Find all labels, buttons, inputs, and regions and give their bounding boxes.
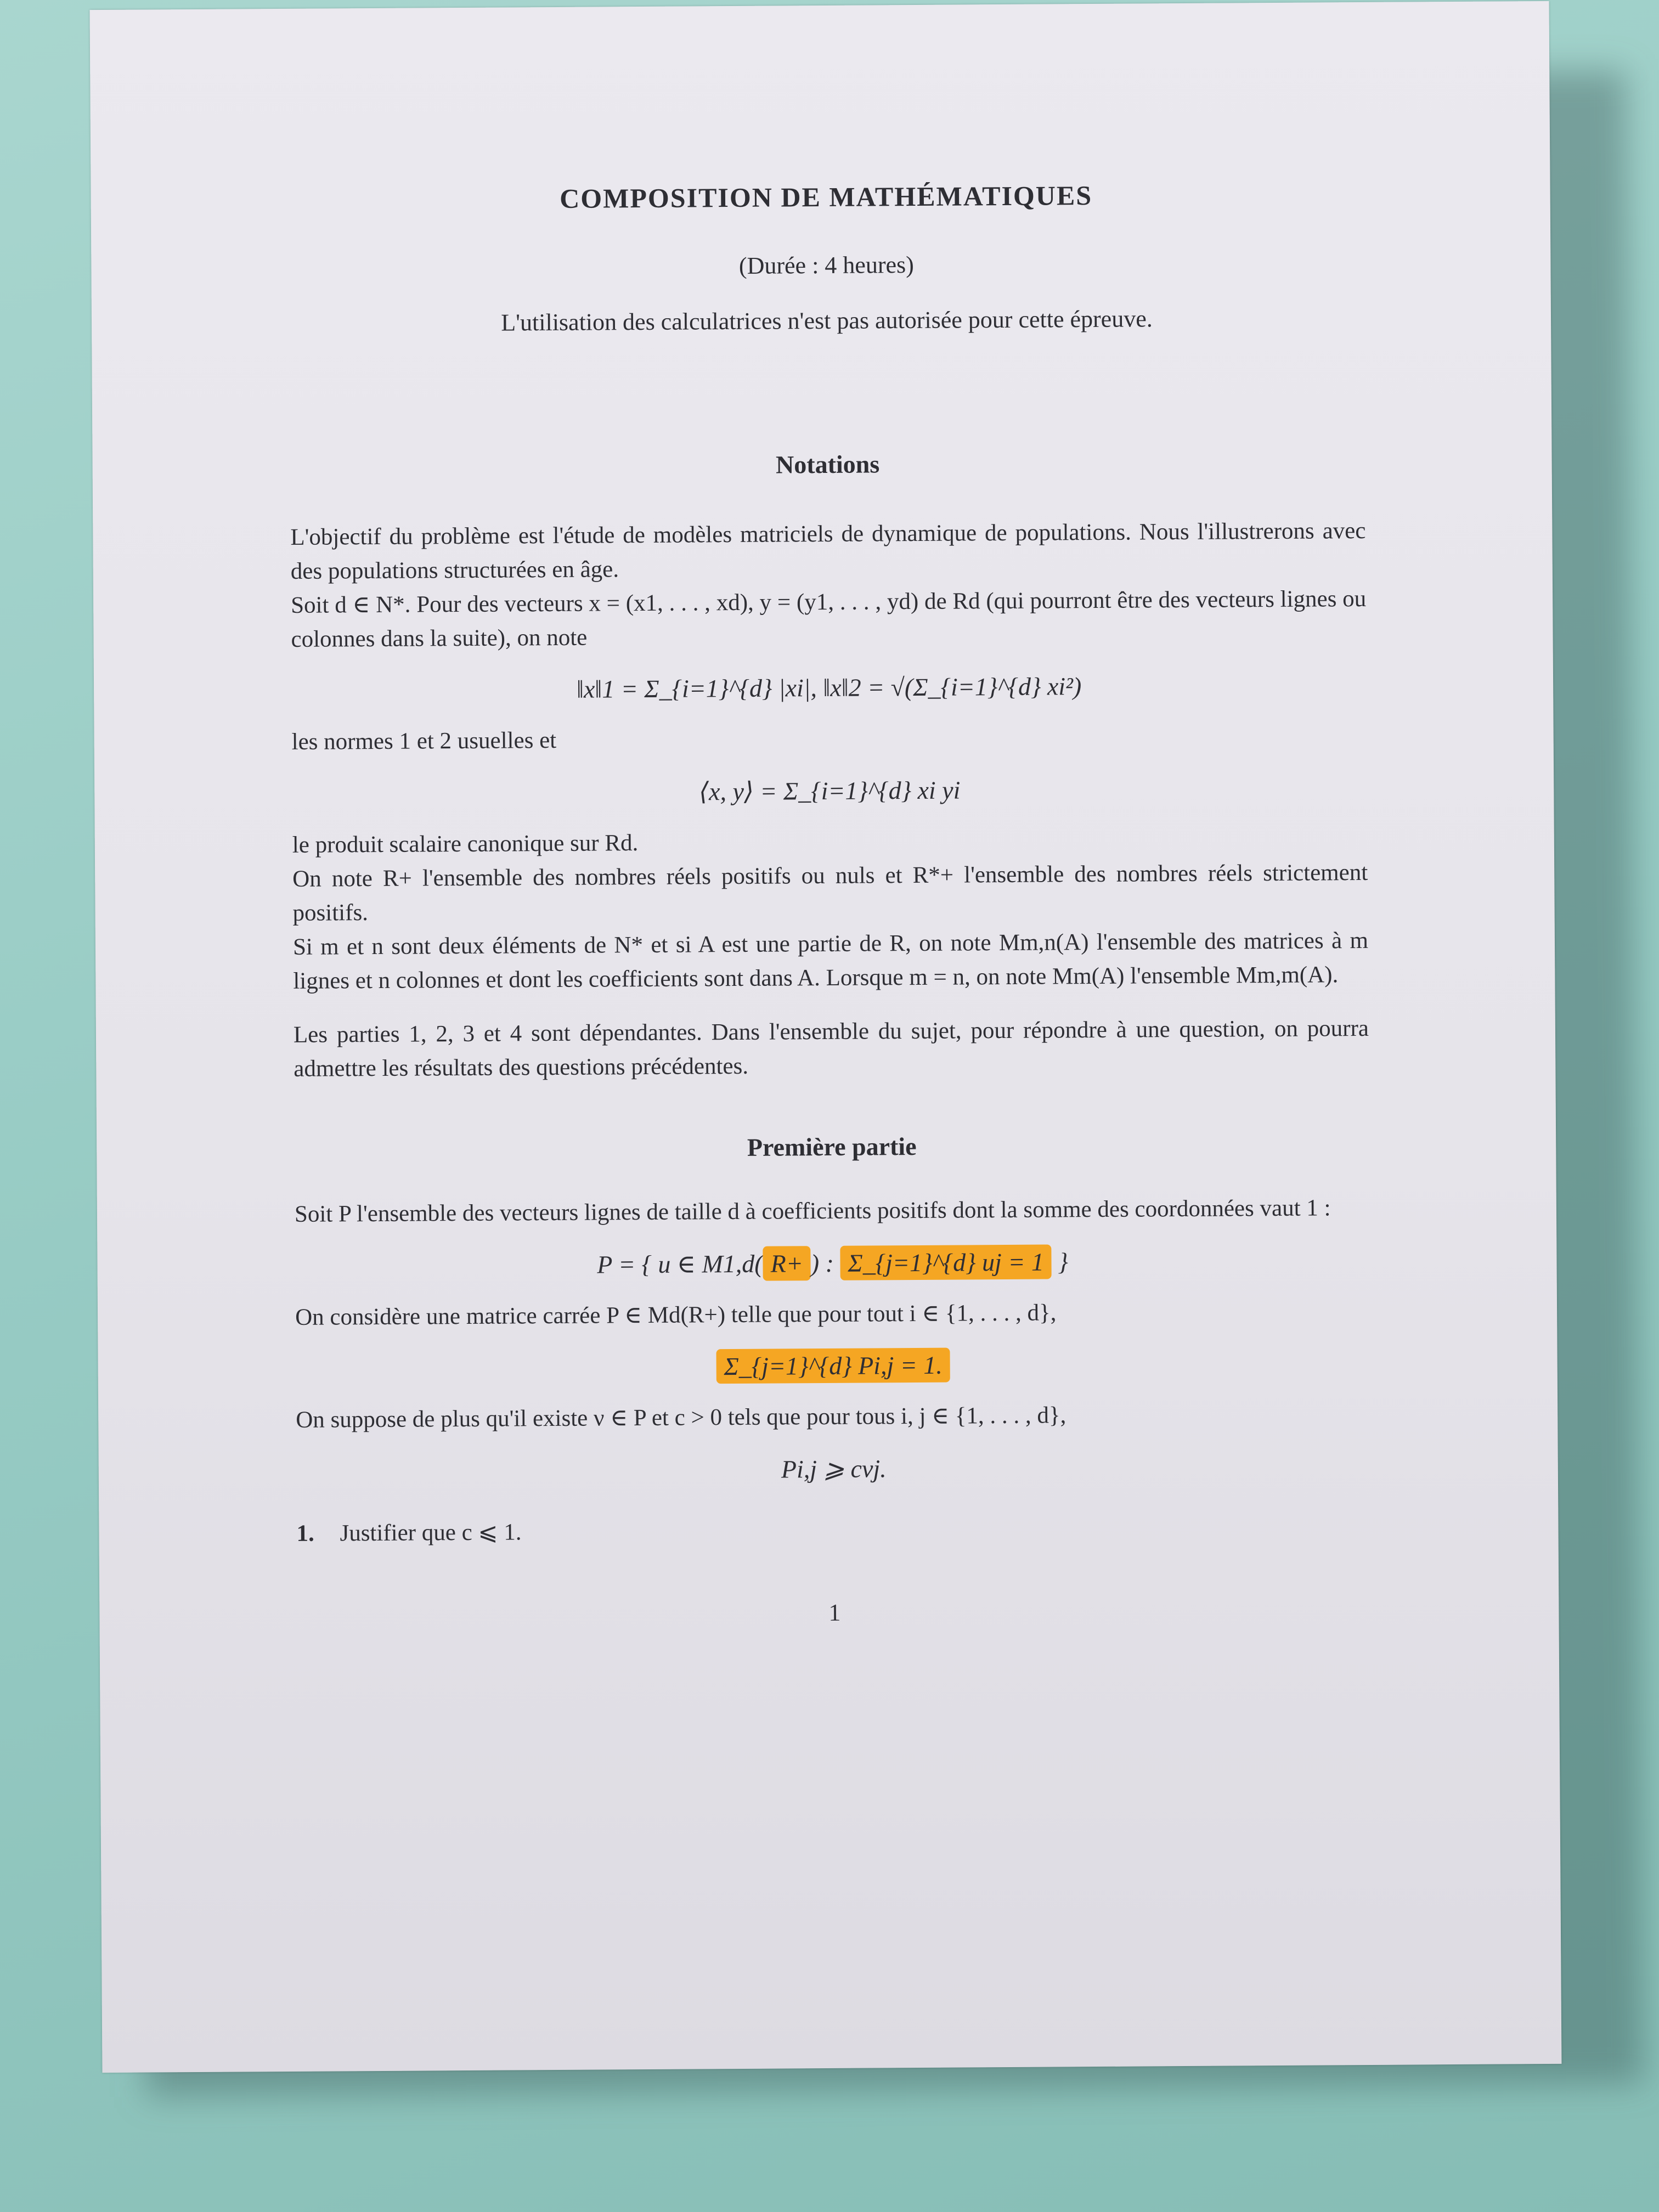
calculator-notice: L'utilisation des calculatrices n'est pas autorisée pour cette épreuve. <box>501 305 1153 336</box>
notations-matrices: Si m et n sont deux éléments de N* et si A est une partie de R, on note Mm,n(A) l'ensemble des matrices à m lignes et n colonnes et dont les coefficients sont dans A. Lorsque m = n, on note Mm(A) l'ensemble Mm,m(A). <box>292 927 1369 994</box>
set-equation-rhs: } <box>1058 1248 1068 1276</box>
set-equation <box>295 1245 1370 1281</box>
notations-norms-text: les normes 1 et 2 usuelles et <box>291 727 557 755</box>
question-1 <box>296 1513 1372 1547</box>
scalar-product-equation: ⟨x, y⟩ = Σ_{i=1}^{d} xi yi <box>698 776 961 806</box>
row-sum-equation <box>296 1348 1371 1384</box>
highlight-row-sum: Σ_{j=1}^{d} Pi,j = 1. <box>716 1348 950 1384</box>
exam-duration: (Durée : 4 heures) <box>738 251 914 279</box>
part1-heading: Première partie <box>747 1132 917 1161</box>
highlight-sum-condition: Σ_{j=1}^{d} uj = 1 <box>840 1244 1052 1280</box>
part1-matrix-intro: On considère une matrice carrée P ∈ Md(R+) telle que pour tout i ∈ {1, . . . , d}, <box>295 1300 1057 1330</box>
notations-scalar-text: le produit scalaire canonique sur Rd. <box>292 830 639 858</box>
highlight-r-plus: R+ <box>763 1246 811 1281</box>
question-1-number: 1. <box>296 1520 314 1547</box>
notations-vectors: Soit d ∈ N*. Pour des vecteurs x = (x1, . . . , xd), y = (y1, . . . , yd) de Rd (qui pourront être des vecteurs lignes ou colonnes dans la suite), on note <box>291 585 1367 652</box>
set-equation-lhs: P = { u ∈ M1,d( <box>597 1249 763 1279</box>
set-equation-mid: ) : <box>810 1249 834 1278</box>
notations-reals: On note R+ l'ensemble des nombres réels positifs ou nuls et R*+ l'ensemble des nombres réels strictement positifs. <box>292 859 1368 926</box>
sheet-content <box>288 167 1372 1630</box>
notations-heading: Notations <box>775 450 880 479</box>
exam-title: COMPOSITION DE MATHÉMATIQUES <box>560 180 1093 214</box>
bound-equation: Pi,j ⩾ cνj. <box>781 1454 887 1483</box>
norms-equation: ‖x‖1 = Σ_{i=1}^{d} |xi|, ‖x‖2 = √(Σ_{i=1}^{d} xi²) <box>576 672 1082 703</box>
part1-set-intro: Soit P l'ensemble des vecteurs lignes de taille d à coefficients positifs dont la somme des coordonnées vaut 1 : <box>294 1195 1331 1227</box>
exam-sheet <box>90 1 1562 2073</box>
part1-assumption: On suppose de plus qu'il existe ν ∈ P et c > 0 tels que pour tous i, j ∈ {1, . . . , d}, <box>296 1402 1066 1433</box>
page-number: 1 <box>828 1599 841 1626</box>
notations-intro: L'objectif du problème est l'étude de modèles matriciels de dynamique de populations. Nous l'illustrerons avec des populations structurées en âge. <box>290 517 1366 584</box>
question-1-text: Justifier que c ⩽ 1. <box>340 1519 522 1547</box>
notations-dependencies: Les parties 1, 2, 3 et 4 sont dépendantes. Dans l'ensemble du sujet, pour répondre à une question, on pourra admettre les résultats des questions précédentes. <box>293 1015 1369 1082</box>
